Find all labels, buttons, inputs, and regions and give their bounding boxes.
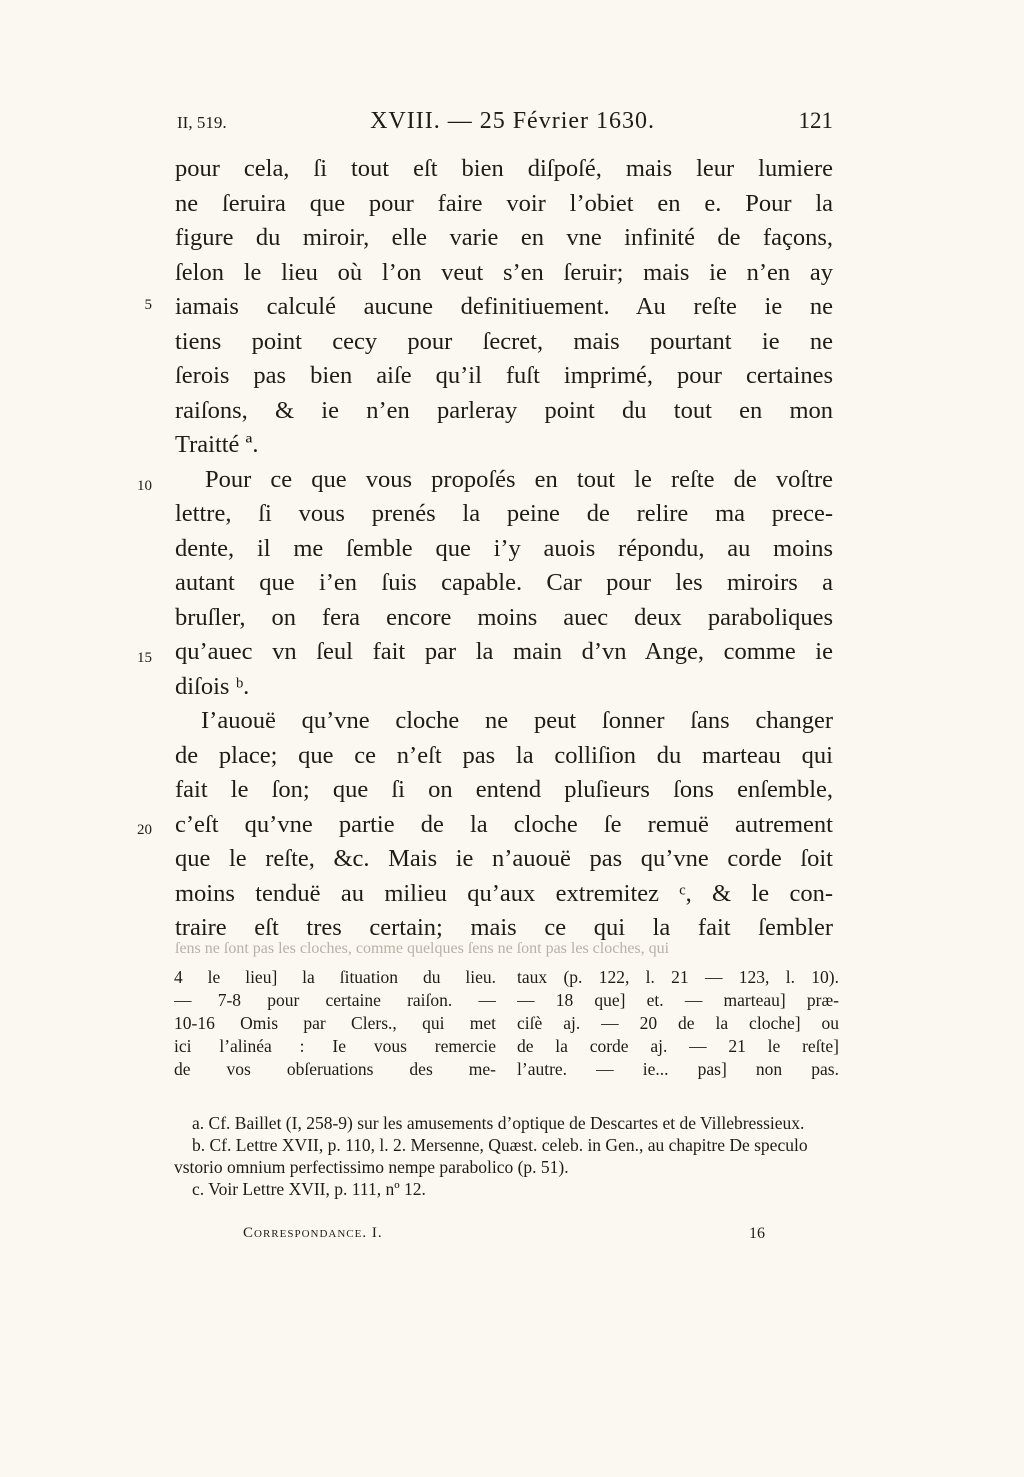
footnote-label: c. bbox=[192, 1179, 205, 1199]
footnote-b bbox=[174, 1134, 836, 1178]
body-line: que le reſte, &c. Mais ie n’auouë pas qu’vne corde ſoit bbox=[175, 845, 833, 872]
signature-mark: 16 bbox=[749, 1225, 765, 1242]
line-number: 15 bbox=[137, 650, 152, 666]
page-reference: II, 519. bbox=[177, 113, 227, 132]
variant-line: de la corde aj. — 21 le reſte] bbox=[517, 1036, 839, 1056]
bleed-through-text: ſens ne ſont pas les cloches, comme quelques ſens ne ſont pas les cloches, qui bbox=[175, 940, 670, 957]
letter-title: XVIII. — 25 Février 1630. bbox=[370, 108, 656, 134]
body-line: dente, il me ſemble que i’y auois répondu, au moins bbox=[175, 534, 833, 562]
variants-right-column bbox=[517, 966, 839, 1081]
body-line: qu’auec vn ſeul fait par la main d’vn Ange, comme ie bbox=[175, 638, 833, 665]
body-line: autant que i’en ſuis capable. Car pour les miroirs a bbox=[175, 569, 833, 596]
footer-collection: Correspondance. I. bbox=[243, 1225, 383, 1241]
footnotes bbox=[174, 1112, 836, 1200]
footnote-label: b. bbox=[192, 1135, 206, 1155]
variant-line: ciſè aj. — 20 de la cloche] ou bbox=[517, 1013, 839, 1033]
running-header bbox=[177, 108, 833, 144]
body-line: ſerois pas bien aiſe qu’il fuſt imprimé, pour certaines bbox=[175, 362, 833, 389]
body-line: moins tenduë au milieu qu’aux extremitez ᶜ, & le con- bbox=[175, 879, 833, 907]
letter-body bbox=[175, 152, 833, 946]
body-line: diſois ᵇ. bbox=[175, 672, 250, 700]
variant-line: 10-16 Omis par Clers., qui met bbox=[174, 1013, 496, 1033]
footnote-a bbox=[174, 1112, 836, 1134]
variants-left-column bbox=[174, 966, 496, 1081]
line-number: 10 bbox=[137, 478, 152, 494]
body-line: figure du miroir, elle varie en vne infinité de façons, bbox=[175, 224, 833, 251]
body-line: iamais calculé aucune definitiuement. Au reſte ie ne bbox=[175, 293, 833, 320]
body-line: bruſler, on fera encore moins auec deux paraboliques bbox=[175, 603, 833, 631]
variant-line: ici l’alinéa : Ie vous remercie bbox=[174, 1036, 496, 1056]
variant-line: de vos obſeruations des me- bbox=[174, 1059, 496, 1079]
variant-line: 4 le lieu] la ſituation du lieu. bbox=[174, 967, 496, 987]
body-line: ne ſeruira que pour faire voir l’obiet en e. Pour la bbox=[175, 189, 833, 217]
line-number: 5 bbox=[144, 297, 152, 313]
body-line: lettre, ſi vous prenés la peine de relire ma prece- bbox=[175, 500, 833, 527]
page-number: 121 bbox=[798, 108, 833, 133]
footnote-text: Voir Lettre XVII, p. 111, nº 12. bbox=[208, 1179, 426, 1199]
body-line: Traitté ª. bbox=[175, 431, 259, 458]
body-line: fait le ſon; que ſi on entend pluſieurs ſons enſemble, bbox=[175, 776, 833, 803]
body-line: traire eſt tres certain; mais ce qui la fait ſembler bbox=[175, 914, 833, 941]
footnote-text: Cf. Lettre XVII, p. 110, l. 2. Mersenne, Quæst. celeb. in Gen., au chapitre De speculo vstorio omnium perfectissimo nempe parabolico (p. 51). bbox=[174, 1135, 808, 1177]
variant-line: — 18 que] et. — marteau] præ- bbox=[517, 990, 839, 1010]
body-line: I’auouë qu’vne cloche ne peut ſonner ſans changer bbox=[201, 707, 833, 734]
variant-readings bbox=[174, 966, 839, 1081]
line-number: 20 bbox=[137, 822, 152, 838]
body-line: pour cela, ſi tout eſt bien diſpoſé, mais leur lumiere bbox=[175, 155, 833, 182]
body-line: c’eſt qu’vne partie de la cloche ſe remuë autrement bbox=[175, 810, 833, 838]
body-line: raiſons, & ie n’en parleray point du tout en mon bbox=[175, 396, 833, 424]
variant-line: l’autre. — ie... pas] non pas. bbox=[517, 1059, 839, 1079]
footnote-label: a. bbox=[192, 1113, 205, 1133]
page-footer bbox=[243, 1225, 765, 1243]
variant-line: — 7-8 pour certaine raiſon. — bbox=[174, 990, 496, 1010]
body-line: tiens point cecy pour ſecret, mais pourtant ie ne bbox=[175, 327, 833, 355]
footnote-text: Cf. Baillet (I, 258-9) sur les amusements d’optique de Descartes et de Villebressieux. bbox=[208, 1113, 805, 1133]
footnote-c bbox=[174, 1178, 836, 1200]
body-line: Pour ce que vous propoſés en tout le reſte de voſtre bbox=[205, 465, 833, 493]
body-line: ſelon le lieu où l’on veut s’en ſeruir; mais ie n’en ay bbox=[175, 258, 833, 286]
variant-line: taux (p. 122, l. 21 — 123, l. 10). bbox=[517, 967, 839, 987]
body-line: de place; que ce n’eſt pas la colliſion du marteau qui bbox=[175, 741, 833, 769]
